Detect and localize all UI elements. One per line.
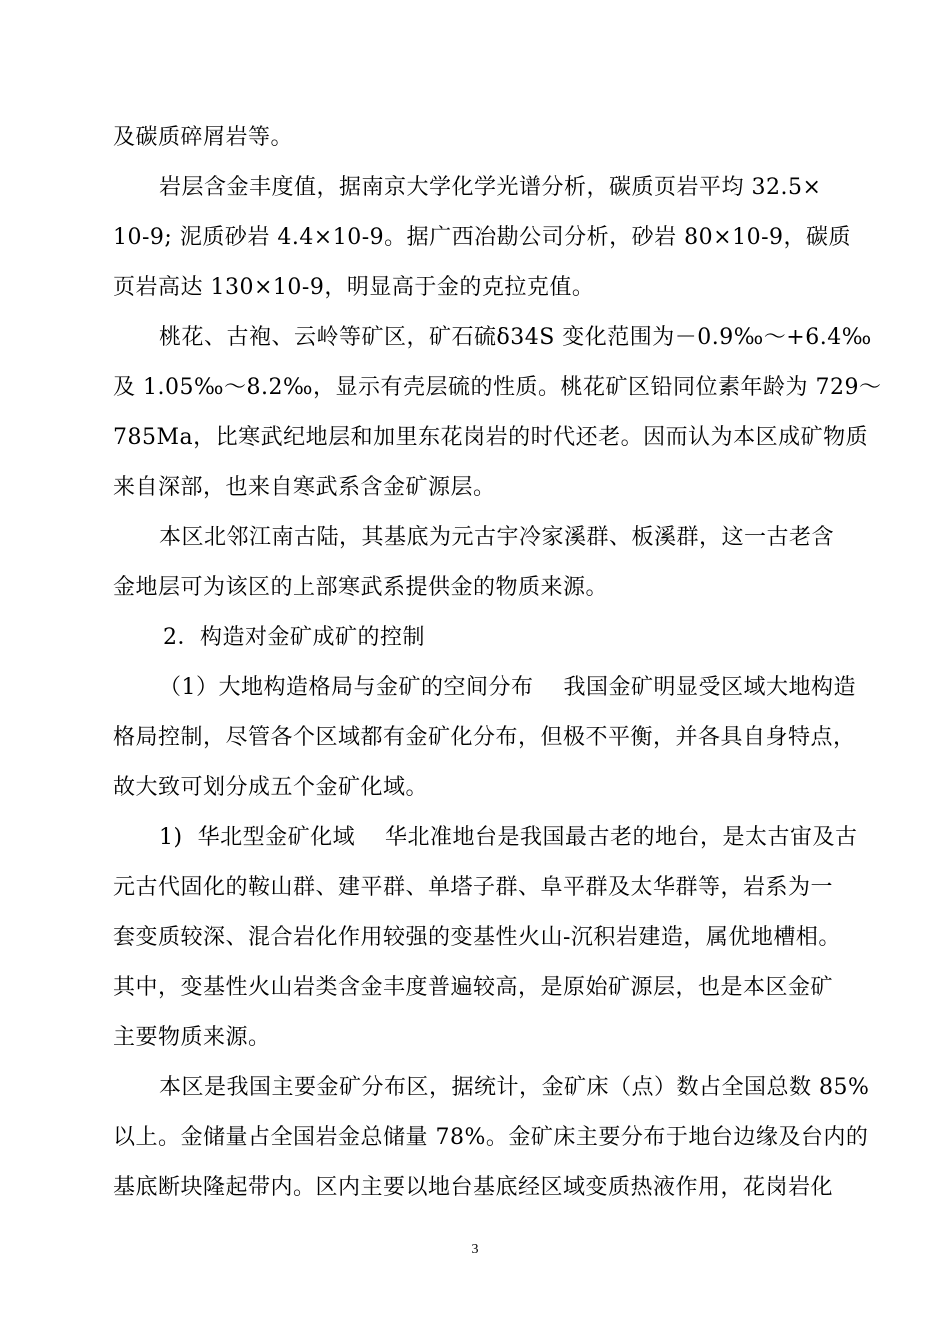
- text-line: 本区是我国主要金矿分布区，据统计，金矿床（点）数占全国总数 85%: [159, 1075, 870, 1100]
- text-line: 格局控制，尽管各个区域都有金矿化分布，但极不平衡，并各具自身特点，: [113, 725, 856, 750]
- text-line: 岩层含金丰度值，据南京大学化学光谱分析，碳质页岩平均 32.5×: [159, 175, 822, 200]
- text-line: 元古代固化的鞍山群、建平群、单塔子群、阜平群及太华群等，岩系为一: [113, 875, 834, 900]
- text-line-21: [0, 1118, 950, 1158]
- text-line-5: [0, 318, 950, 358]
- text-line: 基底断块隆起带内。区内主要以地台基底经区域变质热液作用，花岗岩化: [113, 1175, 834, 1200]
- text-line-22: [0, 1168, 950, 1208]
- text-line: （1）大地构造格局与金矿的空间分布 我国金矿明显受区域大地构造: [159, 675, 856, 700]
- text-line-10: [0, 568, 950, 608]
- text-line-8: [0, 468, 950, 508]
- text-line-15: [0, 818, 950, 858]
- text-line: 1) 华北型金矿化域 华北准地台是我国最古老的地台，是太古宙及古: [159, 825, 858, 850]
- text-line-6: [0, 368, 950, 408]
- text-line: 本区北邻江南古陆，其基底为元古宇冷家溪群、板溪群，这一古老含: [159, 525, 835, 550]
- text-line: 及碳质碎屑岩等。: [113, 125, 294, 150]
- text-line-3: [0, 218, 950, 258]
- text-line-20: [0, 1068, 950, 1108]
- heading-text: 2．构造对金矿成矿的控制: [163, 625, 425, 650]
- text-line: 来自深部，也来自寒武系含金矿源层。: [113, 475, 496, 500]
- text-line-1: [0, 118, 950, 158]
- section-heading: [0, 618, 950, 658]
- text-line: 785Ma，比寒武纪地层和加里东花岗岩的时代还老。因而认为本区成矿物质: [113, 425, 869, 450]
- text-line-16: [0, 868, 950, 908]
- text-line: 故大致可划分成五个金矿化域。: [113, 775, 429, 800]
- text-line: 金地层可为该区的上部寒武系提供金的物质来源。: [113, 575, 609, 600]
- page-number: 3: [471, 1242, 479, 1257]
- text-line: 桃花、古袍、云岭等矿区，矿石硫δ34S 变化范围为－0.9‰～+6.4‰: [159, 325, 872, 350]
- text-line-4: [0, 268, 950, 308]
- text-line-14: [0, 768, 950, 808]
- text-line-18: [0, 968, 950, 1008]
- text-line: 页岩高达 130×10-9，明显高于金的克拉克值。: [113, 275, 595, 300]
- text-line-13: [0, 718, 950, 758]
- text-line: 其中，变基性火山岩类含金丰度普遍较高，是原始矿源层，也是本区金矿: [113, 975, 834, 1000]
- text-line-7: [0, 418, 950, 458]
- text-line-2: [0, 168, 950, 208]
- text-line-19: [0, 1018, 950, 1058]
- text-line: 套变质较深、混合岩化作用较强的变基性火山-沉积岩建造，属优地槽相。: [113, 925, 841, 950]
- text-line-12: [0, 668, 950, 708]
- text-line-9: [0, 518, 950, 558]
- text-line: 及 1.05‰～8.2‰，显示有壳层硫的性质。桃花矿区铅同位素年龄为 729～: [113, 375, 882, 400]
- text-line: 以上。金储量占全国岩金总储量 78%。金矿床主要分布于地台边缘及台内的: [113, 1125, 869, 1150]
- text-line: 10-9; 泥质砂岩 4.4×10-9。据广西冶勘公司分析，砂岩 80×10-9，碳质: [113, 225, 852, 250]
- text-line-17: [0, 918, 950, 958]
- text-line: 主要物质来源。: [113, 1025, 271, 1050]
